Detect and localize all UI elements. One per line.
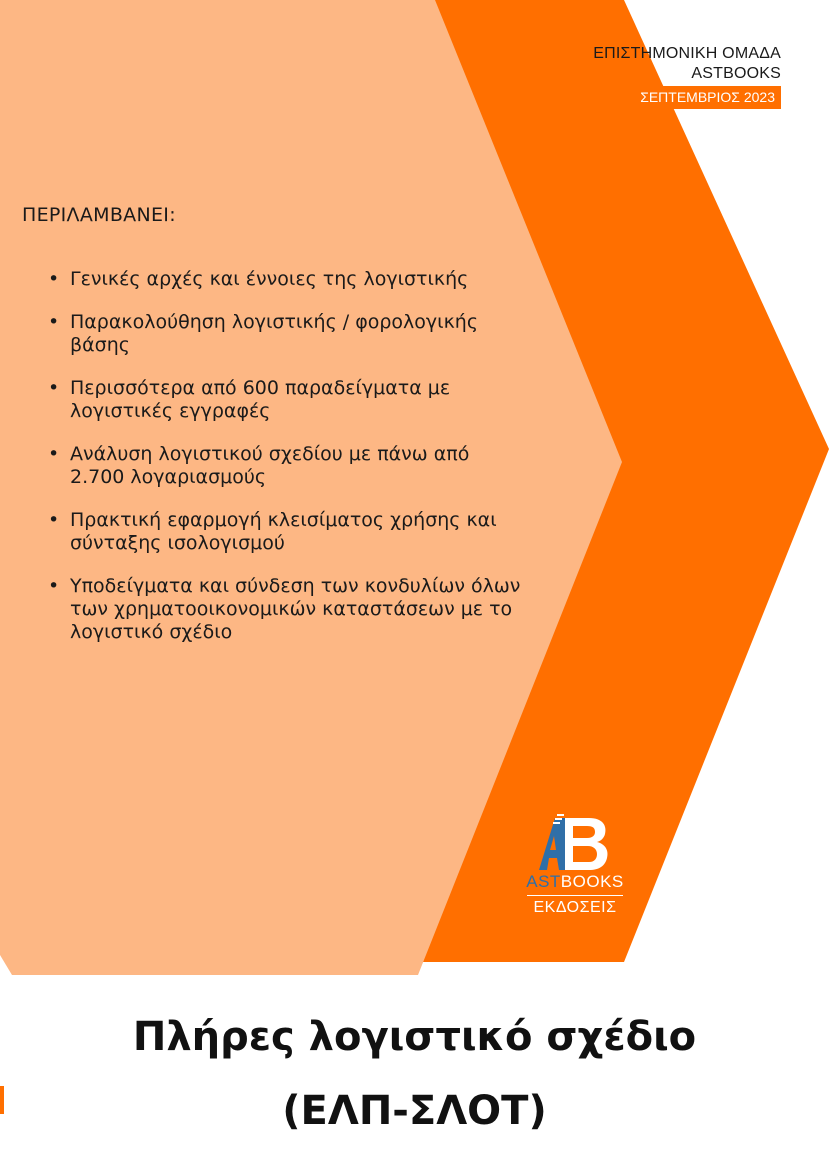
author-brand-label: ASTBOOKS bbox=[691, 65, 781, 82]
author-header bbox=[593, 44, 781, 109]
logo-brand-books: BOOKS bbox=[560, 872, 624, 891]
includes-heading: ΠΕΡΙΛΑΜΒΑΝΕΙ: bbox=[22, 204, 176, 226]
edge-accent-mark bbox=[0, 1086, 4, 1114]
logo-brand-ast: AST bbox=[526, 872, 561, 891]
book-title bbox=[0, 1010, 829, 1138]
publication-date: ΣΕΠΤΕΜΒΡΙΟΣ 2023 bbox=[600, 86, 781, 109]
logo-divider bbox=[527, 895, 623, 896]
logo-brand-text bbox=[520, 872, 630, 892]
author-group-label: ΕΠΙΣΤΗΜΟΝΙΚΗ ΟΜΑΔΑ bbox=[593, 45, 781, 62]
bullet-icon: • bbox=[48, 377, 60, 399]
book-title-main: Πλήρες λογιστικό σχέδιο bbox=[132, 1014, 697, 1060]
list-item-text: Περισσότερα από 600 παραδείγματα με λογιστικές εγγραφές bbox=[70, 377, 451, 422]
list-item-text: Γενικές αρχές και έννοιες της λογιστικής bbox=[70, 268, 469, 290]
astbooks-logo-icon bbox=[535, 814, 615, 870]
list-item-text: Παρακολούθηση λογιστικής / φορολογικής βάσης bbox=[70, 311, 478, 356]
book-title-sub: (ΕΛΠ-ΣΛΟΤ) bbox=[282, 1088, 547, 1134]
list-item bbox=[48, 443, 528, 489]
list-item bbox=[48, 509, 528, 555]
list-item bbox=[48, 575, 528, 644]
bullet-icon: • bbox=[48, 509, 60, 531]
list-item bbox=[48, 311, 528, 357]
list-item-text: Υποδείγματα και σύνδεση των κονδυλίων όλων των χρηματοοικονομικών καταστάσεων με το λογιστικό σχέδιο bbox=[70, 575, 521, 643]
features-list bbox=[48, 268, 528, 664]
logo-subtitle: ΕΚΔΟΣΕΙΣ bbox=[533, 899, 617, 916]
list-item-text: Ανάλυση λογιστικού σχεδίου με πάνω από 2.700 λογαριασμούς bbox=[70, 443, 470, 488]
bullet-icon: • bbox=[48, 575, 60, 597]
bullet-icon: • bbox=[48, 311, 60, 333]
list-item bbox=[48, 377, 528, 423]
list-item bbox=[48, 268, 528, 291]
list-item-text: Πρακτική εφαρμογή κλεισίματος χρήσης και σύνταξης ισολογισμού bbox=[70, 509, 497, 554]
publisher-logo bbox=[520, 814, 630, 917]
bullet-icon: • bbox=[48, 268, 60, 290]
bullet-icon: • bbox=[48, 443, 60, 465]
logo-letter-b bbox=[565, 818, 608, 870]
